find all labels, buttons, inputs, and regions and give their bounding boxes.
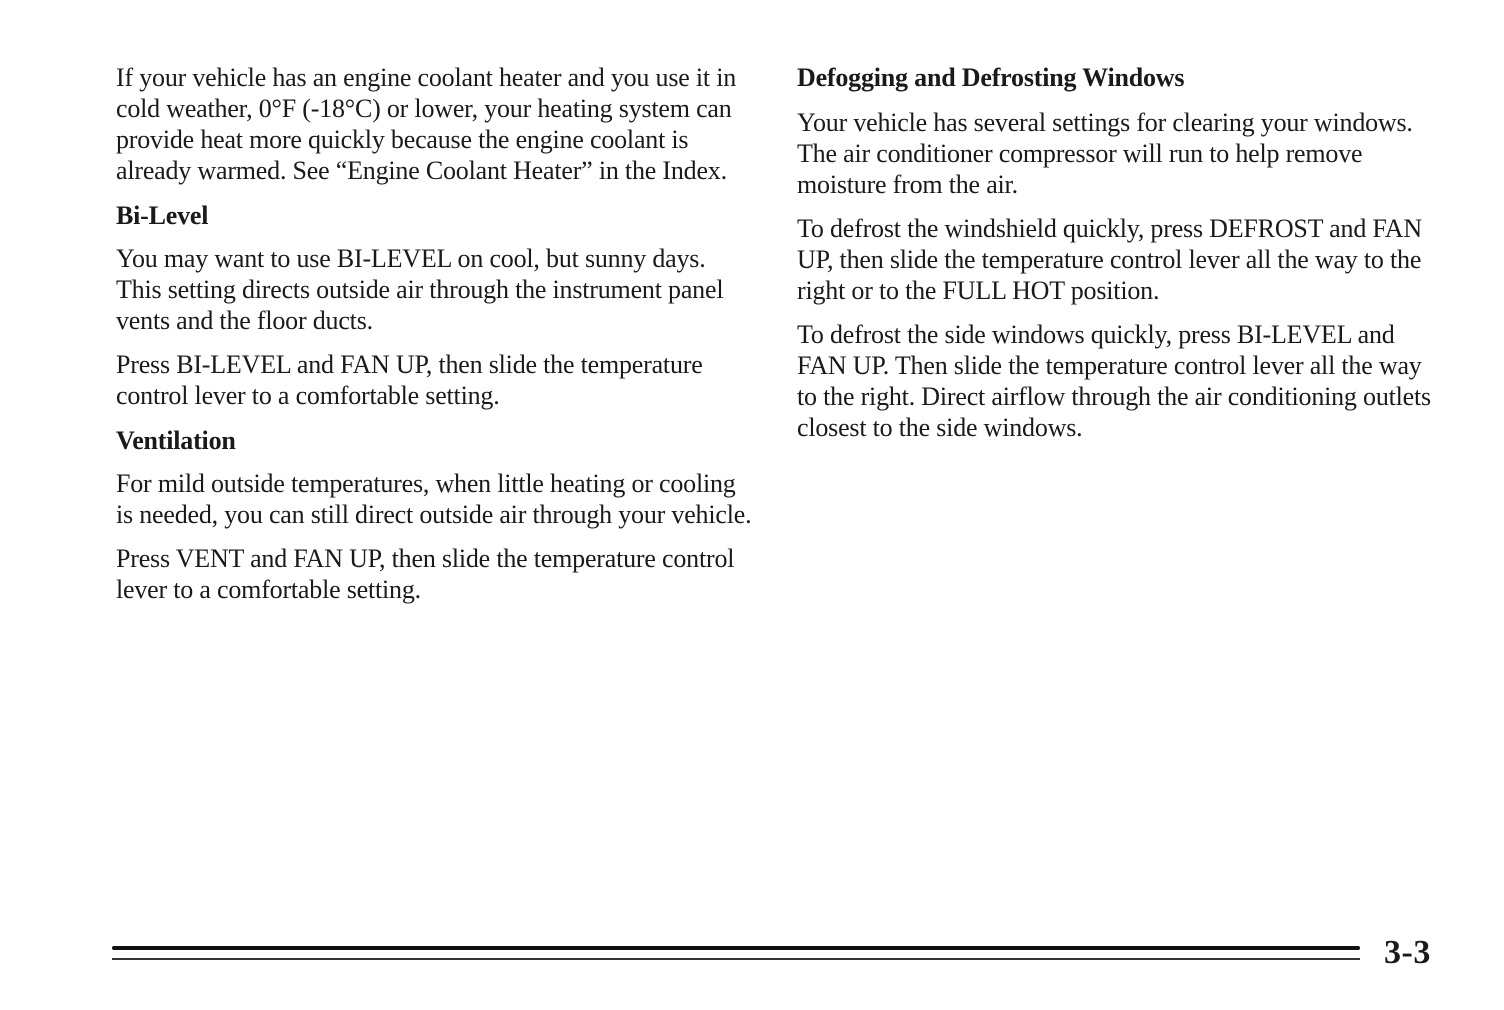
right-column [797,56,1437,456]
ventilation-paragraph-2: Press VENT and FAN UP, then slide the temperature control lever to a comfortable setting. [116,544,735,604]
footer-rule-thin [112,958,1360,960]
ventilation-heading: Ventilation [116,426,236,455]
page-number: 3-3 [1384,934,1431,971]
footer-rule-thick [112,946,1360,950]
ventilation-paragraph-1: For mild outside temperatures, when little heating or cooling is needed, you can still direct outside air through your vehicle. [116,469,752,529]
defog-paragraph-2: To defrost the windshield quickly, press DEFROST and FAN UP, then slide the temperature control lever all the way to the right or to the FULL HOT position. [797,214,1422,305]
bilevel-heading: Bi-Level [116,201,209,230]
left-column [116,56,756,618]
intro-paragraph: If your vehicle has an engine coolant heater and you use it in cold weather, 0°F (-18°C) or lower, your heating system can provide heat more quickly because the engine coolant is already warmed. See “Engine Coolant Heater” in the Index. [116,63,737,185]
defog-heading: Defogging and Defrosting Windows [797,63,1185,92]
defog-paragraph-1: Your vehicle has several settings for clearing your windows. The air conditioner compressor will run to help remove moisture from the air. [797,108,1413,199]
bilevel-paragraph-2: Press BI-LEVEL and FAN UP, then slide the temperature control lever to a comfortable setting. [116,350,703,410]
defog-paragraph-3: To defrost the side windows quickly, press BI-LEVEL and FAN UP. Then slide the temperature control lever all the way to the right. Direct airflow through the air conditioning outlets closest to the side windows. [797,320,1431,442]
bilevel-paragraph-1: You may want to use BI-LEVEL on cool, but sunny days. This setting directs outside air through the instrument panel vents and the floor ducts. [116,244,724,335]
